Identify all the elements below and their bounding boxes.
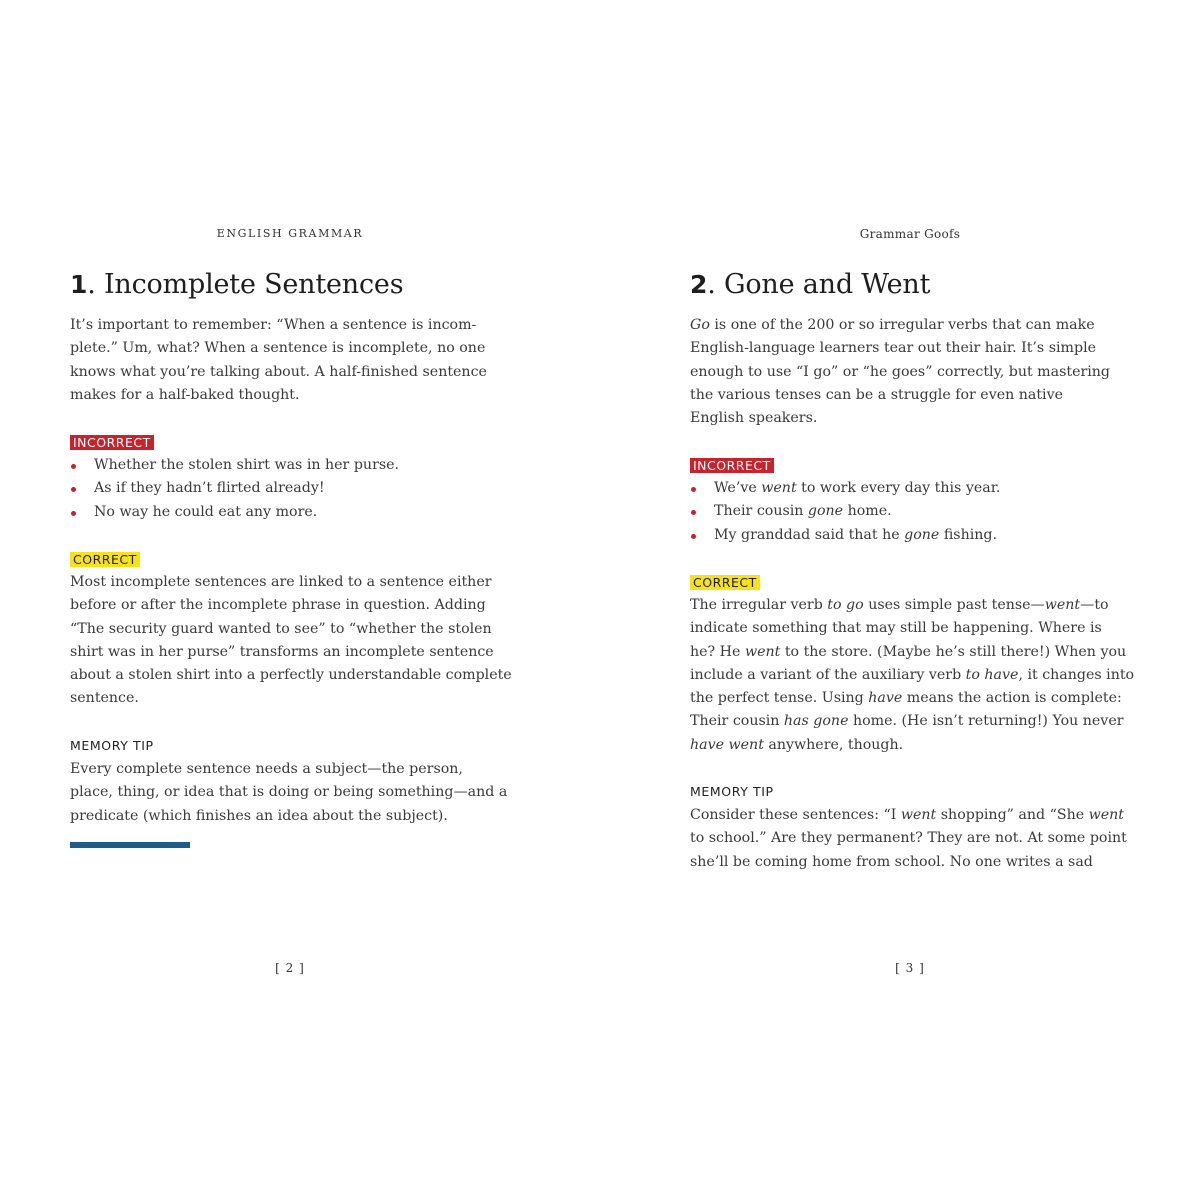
text-line: It’s important to remember: “When a sentence is incom-: [70, 317, 477, 333]
text-line: Most incomplete sentences are linked to a sentence either: [70, 574, 492, 590]
incorrect-label: INCORRECT: [690, 458, 774, 473]
page-number: [ 3 ]: [895, 961, 925, 975]
bullet-icon: [71, 511, 76, 516]
chapter-title-text: . Incomplete Sentences: [87, 269, 404, 300]
text-line: enough to use “I go” or “he goes” correctly, but mastering: [690, 363, 1111, 380]
text-line: sentence.: [70, 690, 139, 707]
correct-paragraph: [70, 571, 510, 711]
text-line: Go is one of the 200 or so irregular verbs that can make: [690, 317, 1095, 333]
intro-paragraph: [70, 314, 510, 407]
intro-paragraph: [690, 314, 1130, 430]
text-line: The irregular verb to go uses simple past tense—went—to: [690, 597, 1109, 613]
bullet-icon: [691, 534, 696, 539]
text-line: knows what you’re talking about. A half-finished sentence: [70, 363, 487, 380]
text-line: shirt was in her purse” transforms an incomplete sentence: [70, 643, 494, 660]
bullet-icon: [691, 487, 696, 492]
memory-tip-heading: MEMORY TIP: [70, 738, 154, 753]
text-line: Every complete sentence needs a subject—the person,: [70, 761, 463, 777]
bullet-icon: [71, 464, 76, 469]
bullet-icon: [691, 510, 696, 515]
text-line: she’ll be coming home from school. No one writes a sad: [690, 853, 1093, 870]
chapter-number: 1: [70, 270, 88, 299]
text-line: place, thing, or idea that is doing or being something—and a: [70, 784, 508, 801]
chapter-title-text: . Gone and Went: [707, 269, 931, 300]
text-line: plete.” Um, what? When a sentence is incomplete, no one: [70, 340, 486, 357]
text-line: the perfect tense. Using have means the action is complete:: [690, 690, 1122, 707]
text-line: he? He went to the store. (Maybe he’s still there!) When you: [690, 643, 1127, 660]
list-item: My granddad said that he gone fishing.: [690, 524, 1130, 547]
text-line: English speakers.: [690, 410, 818, 427]
section-end-rule: [70, 842, 190, 848]
text-line: before or after the incomplete phrase in question. Adding: [70, 597, 486, 614]
page-number: [ 2 ]: [275, 961, 305, 975]
text-line: English-language learners tear out their hair. It’s simple: [690, 340, 1097, 357]
text-line: makes for a half-baked thought.: [70, 386, 300, 403]
running-head: ENGLISH GRAMMAR: [216, 227, 364, 240]
correct-label: CORRECT: [70, 552, 140, 567]
memory-tip-heading: MEMORY TIP: [690, 784, 774, 799]
correct-label: CORRECT: [690, 575, 760, 590]
text-line: Consider these sentences: “I went shopping” and “She went: [690, 807, 1125, 823]
list-item: No way he could eat any more.: [70, 501, 510, 524]
list-item: We’ve went to work every day this year.: [690, 477, 1130, 500]
memory-tip-paragraph: [690, 804, 1130, 874]
text-line: indicate something that may still be happening. Where is: [690, 620, 1102, 637]
text-line: predicate (which finishes an idea about the subject).: [70, 807, 448, 824]
correct-paragraph: [690, 594, 1135, 757]
text-line: include a variant of the auxiliary verb to have, it changes into: [690, 666, 1135, 683]
text-line: to school.” Are they permanent? They are not. At some point: [690, 830, 1127, 847]
chapter-title: [70, 269, 403, 300]
list-item: Their cousin gone home.: [690, 500, 1130, 523]
text-line: “The security guard wanted to see” to “whether the stolen: [70, 620, 492, 637]
text-line: the various tenses can be a struggle for even native: [690, 386, 1064, 403]
bullet-icon: [71, 487, 76, 492]
memory-tip-paragraph: [70, 758, 510, 828]
chapter-number: 2: [690, 270, 708, 299]
running-head: Grammar Goofs: [859, 227, 961, 241]
list-item: As if they hadn’t flirted already!: [70, 477, 510, 500]
text-line: about a stolen shirt into a perfectly understandable complete: [70, 667, 512, 684]
text-line: Their cousin has gone home. (He isn’t returning!) You never: [690, 713, 1124, 730]
chapter-title: [690, 269, 930, 300]
right-page: [690, 0, 1135, 1200]
incorrect-list: [70, 454, 510, 524]
text-line: have went anywhere, though.: [690, 736, 904, 753]
incorrect-label: INCORRECT: [70, 435, 154, 450]
left-page: [70, 0, 510, 1200]
list-item: Whether the stolen shirt was in her purse.: [70, 454, 510, 477]
incorrect-list: [690, 477, 1130, 547]
